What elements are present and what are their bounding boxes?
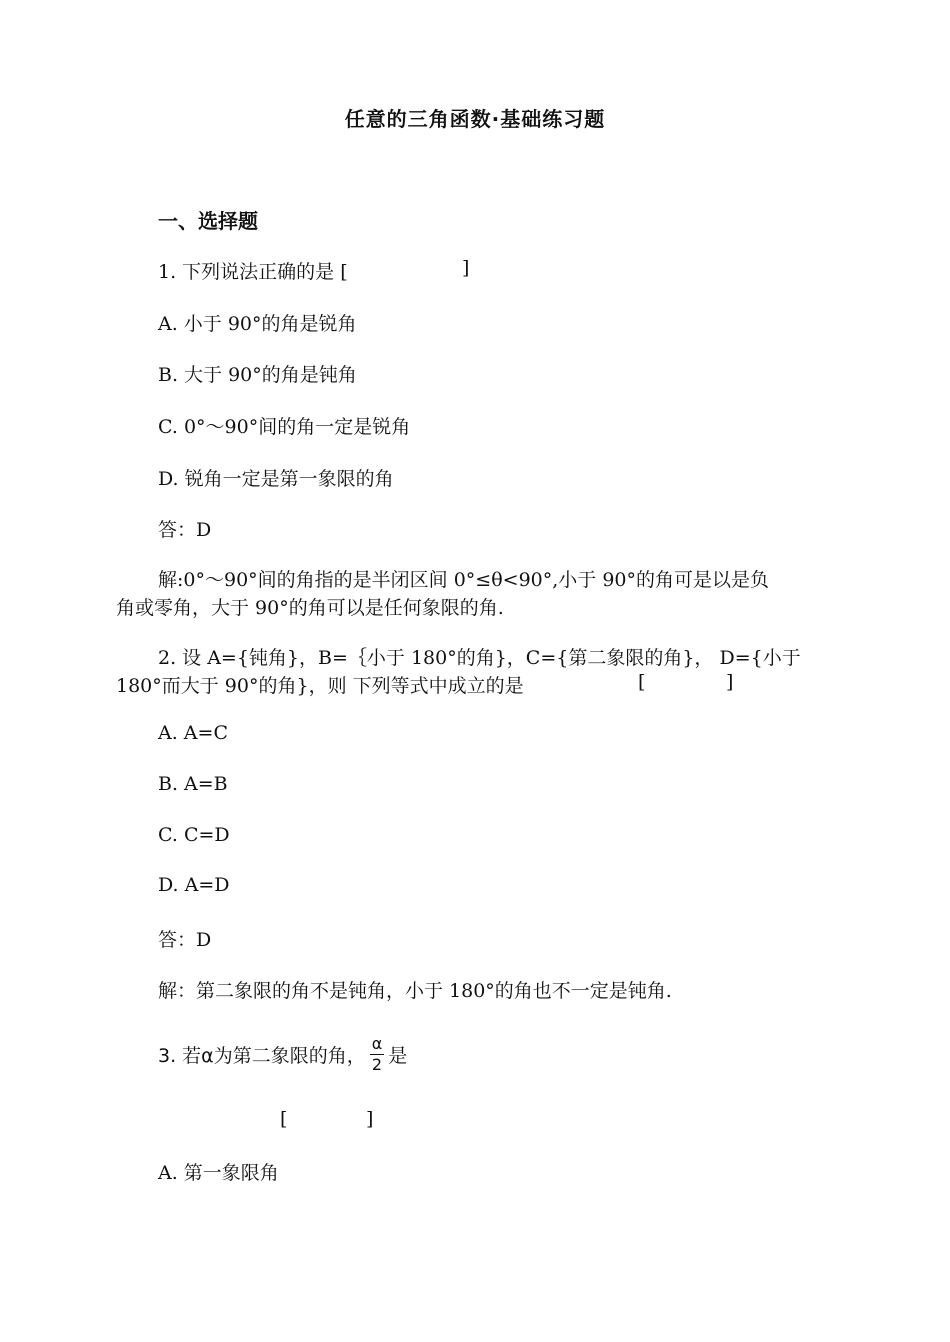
question-1-option-d: D. 锐角一定是第一象限的角	[158, 468, 394, 490]
question-2-option-a: A. A=C	[158, 722, 228, 744]
fraction-denominator: 2	[371, 1055, 383, 1074]
section-heading: 一、选择题	[158, 209, 258, 233]
fraction-numerator: α	[371, 1034, 383, 1053]
question-2-stem-line-2: 180°而大于 90°的角}，则 下列等式中成立的是	[116, 675, 524, 697]
question-3-stem	[158, 1036, 407, 1073]
question-3-bracket-close: ]	[366, 1108, 374, 1130]
question-1-stem: 1. 下列说法正确的是 [	[158, 261, 348, 283]
question-1-bracket-close: ]	[462, 257, 470, 279]
question-2-option-d: D. A=D	[158, 874, 230, 896]
question-3-option-a: A. 第一象限角	[158, 1162, 279, 1184]
question-2-option-c: C. C=D	[158, 824, 230, 846]
question-2-explanation: 解：第二象限的角不是钝角，小于 180°的角也不一定是钝角.	[158, 980, 672, 1002]
question-2-stem-line-1: 2. 设 A={钝角}，B=｛小于 180°的角}，C={第二象限的角}， D={小于	[158, 647, 801, 669]
question-3-bracket-open: [	[280, 1108, 288, 1130]
question-1-explanation-line-2: 角或零角，大于 90°的角可以是任何象限的角.	[116, 597, 504, 619]
question-3-stem-text: 3. 若α为第二象限的角，	[158, 1045, 366, 1067]
question-2-bracket-open: [	[638, 671, 646, 693]
alpha-over-2-fraction	[370, 1036, 385, 1073]
question-2-answer: 答：D	[158, 929, 212, 951]
question-1-answer: 答：D	[158, 519, 212, 541]
question-1-option-b: B. 大于 90°的角是钝角	[158, 364, 357, 386]
question-3-stem-suffix: 是	[388, 1045, 408, 1067]
document-title: 任意的三角函数·基础练习题	[344, 107, 606, 131]
question-1-explanation	[116, 566, 842, 622]
question-1-explanation-line-1: 解:0°～90°间的角指的是半闭区间 0°≤θ<90°,小于 90°的角可是以是负	[158, 569, 770, 591]
question-1-option-a: A. 小于 90°的角是锐角	[158, 313, 357, 335]
question-2-bracket-close: ]	[726, 671, 734, 693]
question-2-option-b: B. A=B	[158, 773, 228, 795]
question-1-option-c: C. 0°～90°间的角一定是锐角	[158, 416, 411, 438]
